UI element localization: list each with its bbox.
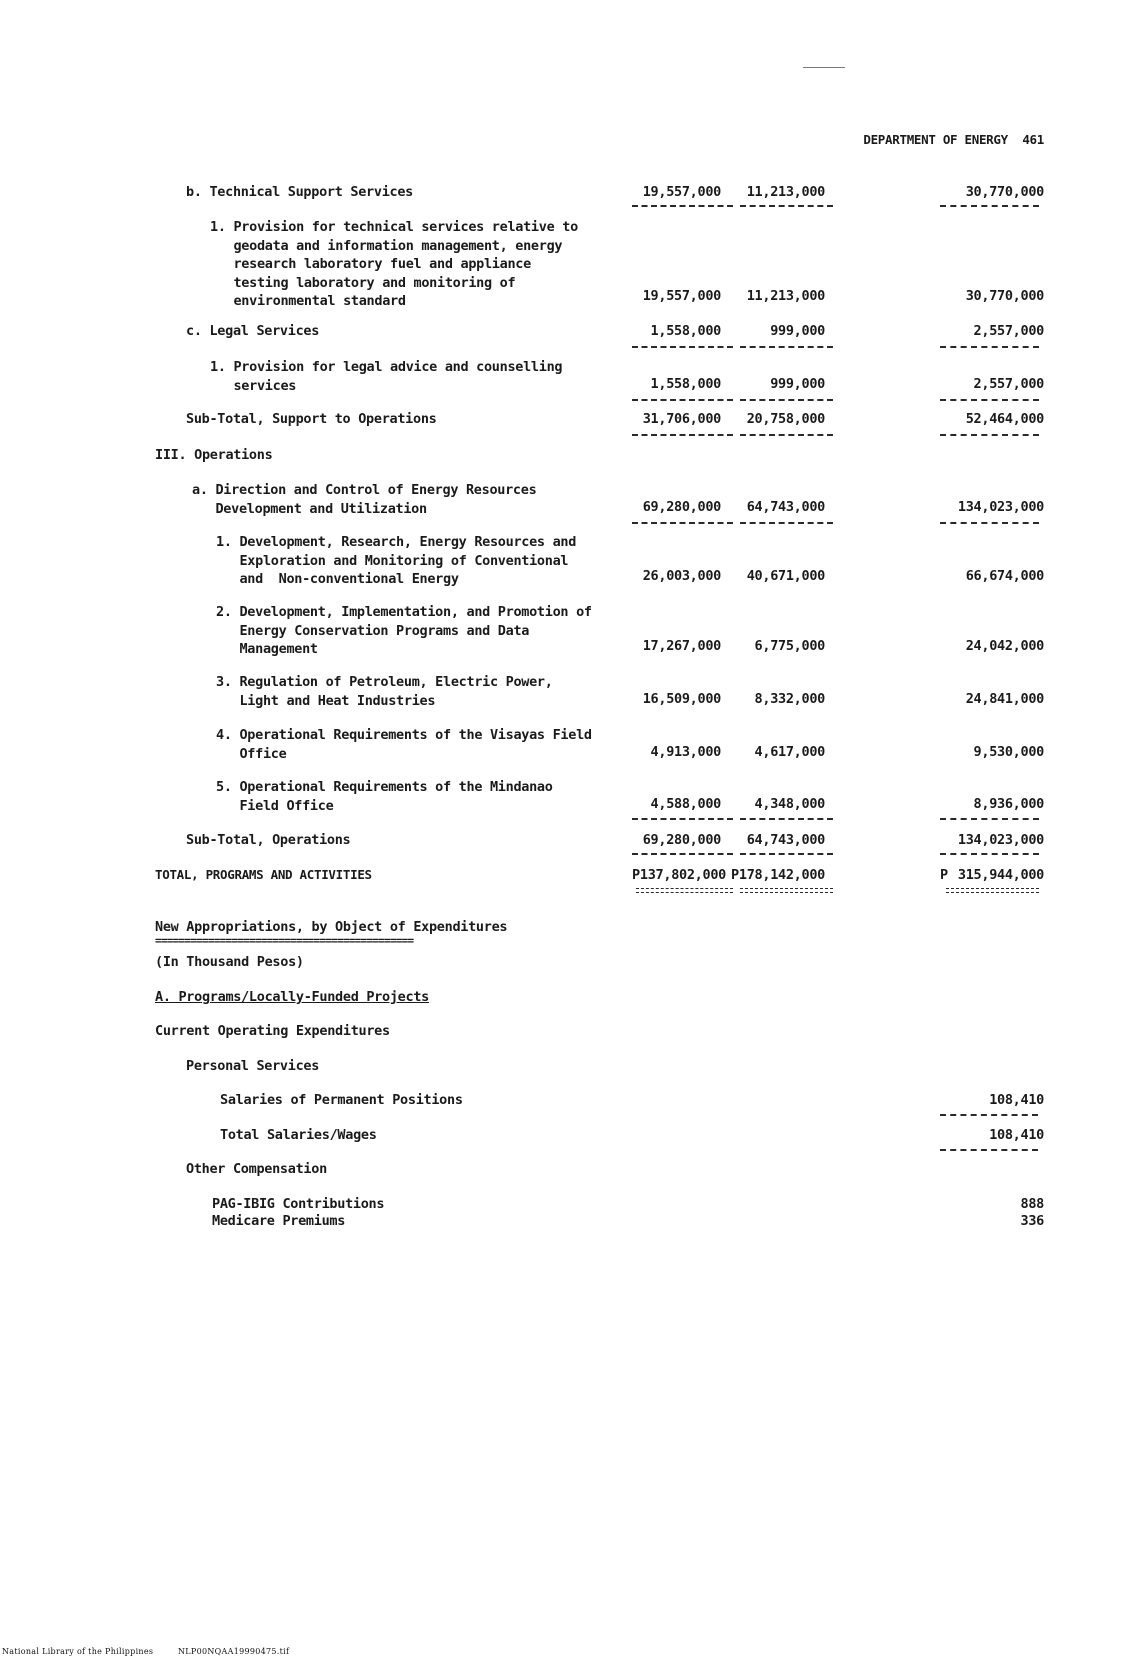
title-underline: ============================================ <box>155 934 414 947</box>
value-col2: 999,000 <box>770 323 825 339</box>
peso-sign: P <box>632 867 641 883</box>
value-col1: 1,558,000 <box>650 376 721 392</box>
rule <box>940 818 1039 820</box>
section-heading: III. Operations <box>155 447 273 463</box>
value-total: 134,023,000 <box>957 832 1044 848</box>
current-operating-heading: Current Operating Expenditures <box>155 1023 390 1039</box>
value-col1: 69,280,000 <box>642 832 721 848</box>
row-label: 5. Operational Requirements of the Mindanao Field Office <box>216 779 553 814</box>
value-total: 134,023,000 <box>957 499 1044 515</box>
double-rule <box>636 888 733 893</box>
rule <box>632 205 733 207</box>
value-col2: 11,213,000 <box>746 184 825 200</box>
value-total: 2,557,000 <box>973 376 1044 392</box>
value-col1: 31,706,000 <box>642 411 721 427</box>
value-total: 66,674,000 <box>965 568 1044 584</box>
section-a-heading: A. Programs/Locally-Funded Projects <box>155 989 429 1005</box>
value-col2: 6,775,000 <box>754 638 825 654</box>
rule <box>940 1114 1038 1116</box>
scan-mark <box>803 67 845 68</box>
value-col2: 999,000 <box>770 376 825 392</box>
value-col2: 11,213,000 <box>746 288 825 304</box>
row-label: b. Technical Support Services <box>186 184 414 200</box>
rule <box>940 1149 1038 1151</box>
value-col2: 8,332,000 <box>754 691 825 707</box>
appropriations-title: New Appropriations, by Object of Expenditures <box>155 919 508 935</box>
rule <box>740 818 833 820</box>
row-label: 4. Operational Requirements of the Visayas Field Office <box>216 727 592 762</box>
total-salaries-label: Total Salaries/Wages <box>220 1127 377 1143</box>
rule <box>740 853 833 855</box>
value-col1: 17,267,000 <box>642 638 721 654</box>
rule <box>632 818 733 820</box>
value-col2: 40,671,000 <box>746 568 825 584</box>
subtotal-label: Sub-Total, Operations <box>186 832 351 848</box>
rule <box>740 399 833 401</box>
salaries-label: Salaries of Permanent Positions <box>220 1092 463 1108</box>
rule <box>940 399 1039 401</box>
row-label: 1. Provision for technical services relative to geodata and information management, energy research laboratory fuel and appliance testing laboratory and monitoring of environmental standard <box>210 219 578 309</box>
value-col1: 4,588,000 <box>650 796 721 812</box>
subtotal-label: Sub-Total, Support to Operations <box>186 411 437 427</box>
double-rule <box>740 888 833 893</box>
value-total: 8,936,000 <box>973 796 1044 812</box>
peso-sign: P <box>731 867 740 883</box>
rule <box>740 205 833 207</box>
rule <box>940 434 1039 436</box>
value-col2: 64,743,000 <box>746 499 825 515</box>
row-label: 2. Development, Implementation, and Promotion of Energy Conservation Programs and Data Management <box>216 604 592 657</box>
rule <box>632 434 733 436</box>
row-label: 1. Development, Research, Energy Resources and Exploration and Monitoring of Conventional and Non-conventional Energy <box>216 534 577 587</box>
value-col1: 16,509,000 <box>642 691 721 707</box>
peso-sign: P <box>940 867 949 883</box>
grand-total-label: TOTAL, PROGRAMS AND ACTIVITIES <box>155 867 372 882</box>
page-number: 461 <box>1022 132 1044 147</box>
value-col1: 19,557,000 <box>642 288 721 304</box>
rule <box>632 399 733 401</box>
value-total: 24,042,000 <box>965 638 1044 654</box>
value-total: 52,464,000 <box>965 411 1044 427</box>
footer-file: NLP00NQAA19990475.tif <box>178 1647 290 1656</box>
rule <box>632 522 733 524</box>
value-col2: 178,142,000 <box>738 867 825 883</box>
rule <box>740 346 833 348</box>
rule <box>940 205 1039 207</box>
value-col2: 20,758,000 <box>746 411 825 427</box>
other-compensation-heading: Other Compensation <box>186 1161 327 1177</box>
pagibig-value: 888 <box>1020 1196 1044 1212</box>
value-total: 30,770,000 <box>965 288 1044 304</box>
value-col1: 1,558,000 <box>650 323 721 339</box>
value-col1: 19,557,000 <box>642 184 721 200</box>
pagibig-label: PAG-IBIG Contributions <box>212 1196 385 1212</box>
value-total: 9,530,000 <box>973 744 1044 760</box>
salaries-value: 108,410 <box>989 1092 1044 1108</box>
rule <box>632 853 733 855</box>
value-total: 2,557,000 <box>973 323 1044 339</box>
rule <box>740 434 833 436</box>
rule <box>632 346 733 348</box>
unit-note: (In Thousand Pesos) <box>155 954 304 970</box>
row-label: 1. Provision for legal advice and counselling services <box>210 359 563 394</box>
rule <box>940 346 1039 348</box>
value-total: 30,770,000 <box>965 184 1044 200</box>
row-label: 3. Regulation of Petroleum, Electric Power, Light and Heat Industries <box>216 674 553 709</box>
personal-services-heading: Personal Services <box>186 1058 320 1074</box>
value-col2: 4,617,000 <box>754 744 825 760</box>
value-col2: 4,348,000 <box>754 796 825 812</box>
footer-library: National Library of the Philippines <box>2 1647 154 1656</box>
value-col1: 26,003,000 <box>642 568 721 584</box>
value-total: 315,944,000 <box>957 867 1044 883</box>
row-label: c. Legal Services <box>186 323 320 339</box>
value-col1: 4,913,000 <box>650 744 721 760</box>
total-salaries-value: 108,410 <box>989 1127 1044 1143</box>
rule <box>740 522 833 524</box>
rule <box>940 522 1039 524</box>
value-col1: 69,280,000 <box>642 499 721 515</box>
value-col1: 137,802,000 <box>639 867 726 883</box>
row-label: a. Direction and Control of Energy Resources Development and Utilization <box>192 482 537 517</box>
value-total: 24,841,000 <box>965 691 1044 707</box>
department-name: DEPARTMENT OF ENERGY <box>863 132 1008 147</box>
page-header <box>863 131 1044 150</box>
value-col2: 64,743,000 <box>746 832 825 848</box>
medicare-value: 336 <box>1020 1213 1044 1229</box>
medicare-label: Medicare Premiums <box>212 1213 346 1229</box>
rule <box>940 853 1039 855</box>
double-rule <box>946 888 1039 893</box>
